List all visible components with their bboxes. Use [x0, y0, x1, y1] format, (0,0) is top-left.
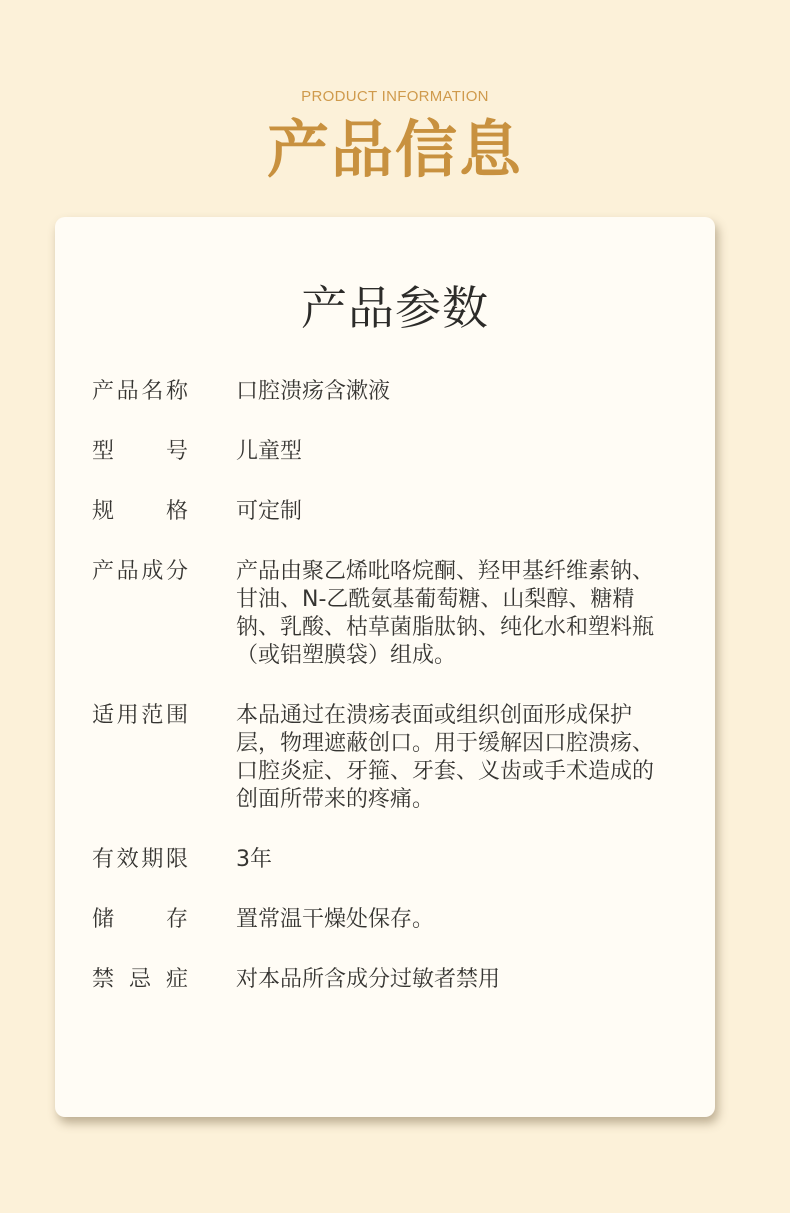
row-label-scope [92, 701, 188, 731]
row-label-shelf-life [92, 845, 188, 875]
label-char: 名 [141, 379, 164, 404]
row-label-spec [92, 497, 188, 527]
row-value-model: 儿童型 [236, 439, 303, 464]
label-char: 产 [92, 559, 115, 584]
card-title: 产品参数 [301, 281, 489, 335]
label-char: 号 [165, 439, 188, 464]
label-char: 分 [165, 559, 188, 584]
label-char: 品 [116, 379, 139, 404]
row-value-ingredients: 产品由聚乙烯吡咯烷酮、羟甲基纤维素钠、甘油、N-乙酰氨基葡萄糖、山梨醇、糖精钠、乳酸、枯草菌脂肽钠、纯化水和塑料瓶（或铝塑膜袋）组成。 [236, 559, 655, 668]
header-subtitle-en: PRODUCT INFORMATION [301, 88, 489, 105]
label-char: 成 [141, 559, 164, 584]
label-char: 范 [141, 703, 164, 728]
label-char: 适 [92, 703, 115, 728]
label-char: 限 [165, 847, 188, 872]
row-value-product-name: 口腔溃疡含漱液 [236, 379, 391, 404]
label-char: 有 [92, 847, 115, 872]
label-char: 格 [165, 499, 188, 524]
row-value-storage: 置常温干燥处保存。 [236, 907, 435, 932]
row-value-contraindications: 对本品所含成分过敏者禁用 [236, 967, 501, 992]
row-label-model [92, 437, 188, 467]
row-label-product-name [92, 377, 188, 407]
label-char: 禁 [92, 967, 115, 992]
row-value-scope: 本品通过在溃疡表面或组织创面形成保护层，物理遮蔽创口。用于缓解因口腔溃疡、口腔炎症、牙箍、牙套、义齿或手术造成的创面所带来的疼痛。 [236, 703, 655, 812]
row-label-ingredients [92, 557, 188, 587]
label-char: 忌 [128, 967, 151, 992]
header-title: 产品信息 [266, 113, 523, 186]
label-char: 效 [116, 847, 139, 872]
label-char: 围 [165, 703, 188, 728]
label-char: 产 [92, 379, 115, 404]
label-char: 型 [92, 439, 115, 464]
label-char: 品 [116, 559, 139, 584]
label-char: 规 [92, 499, 115, 524]
label-char: 存 [165, 907, 188, 932]
label-char: 用 [116, 703, 139, 728]
label-char: 储 [92, 907, 115, 932]
label-char: 症 [165, 967, 188, 992]
row-label-contraindications [92, 965, 188, 995]
row-label-storage [92, 905, 188, 935]
label-char: 称 [165, 379, 188, 404]
row-value-shelf-life: 3年 [236, 847, 272, 872]
row-value-spec: 可定制 [236, 499, 303, 524]
label-char: 期 [141, 847, 164, 872]
